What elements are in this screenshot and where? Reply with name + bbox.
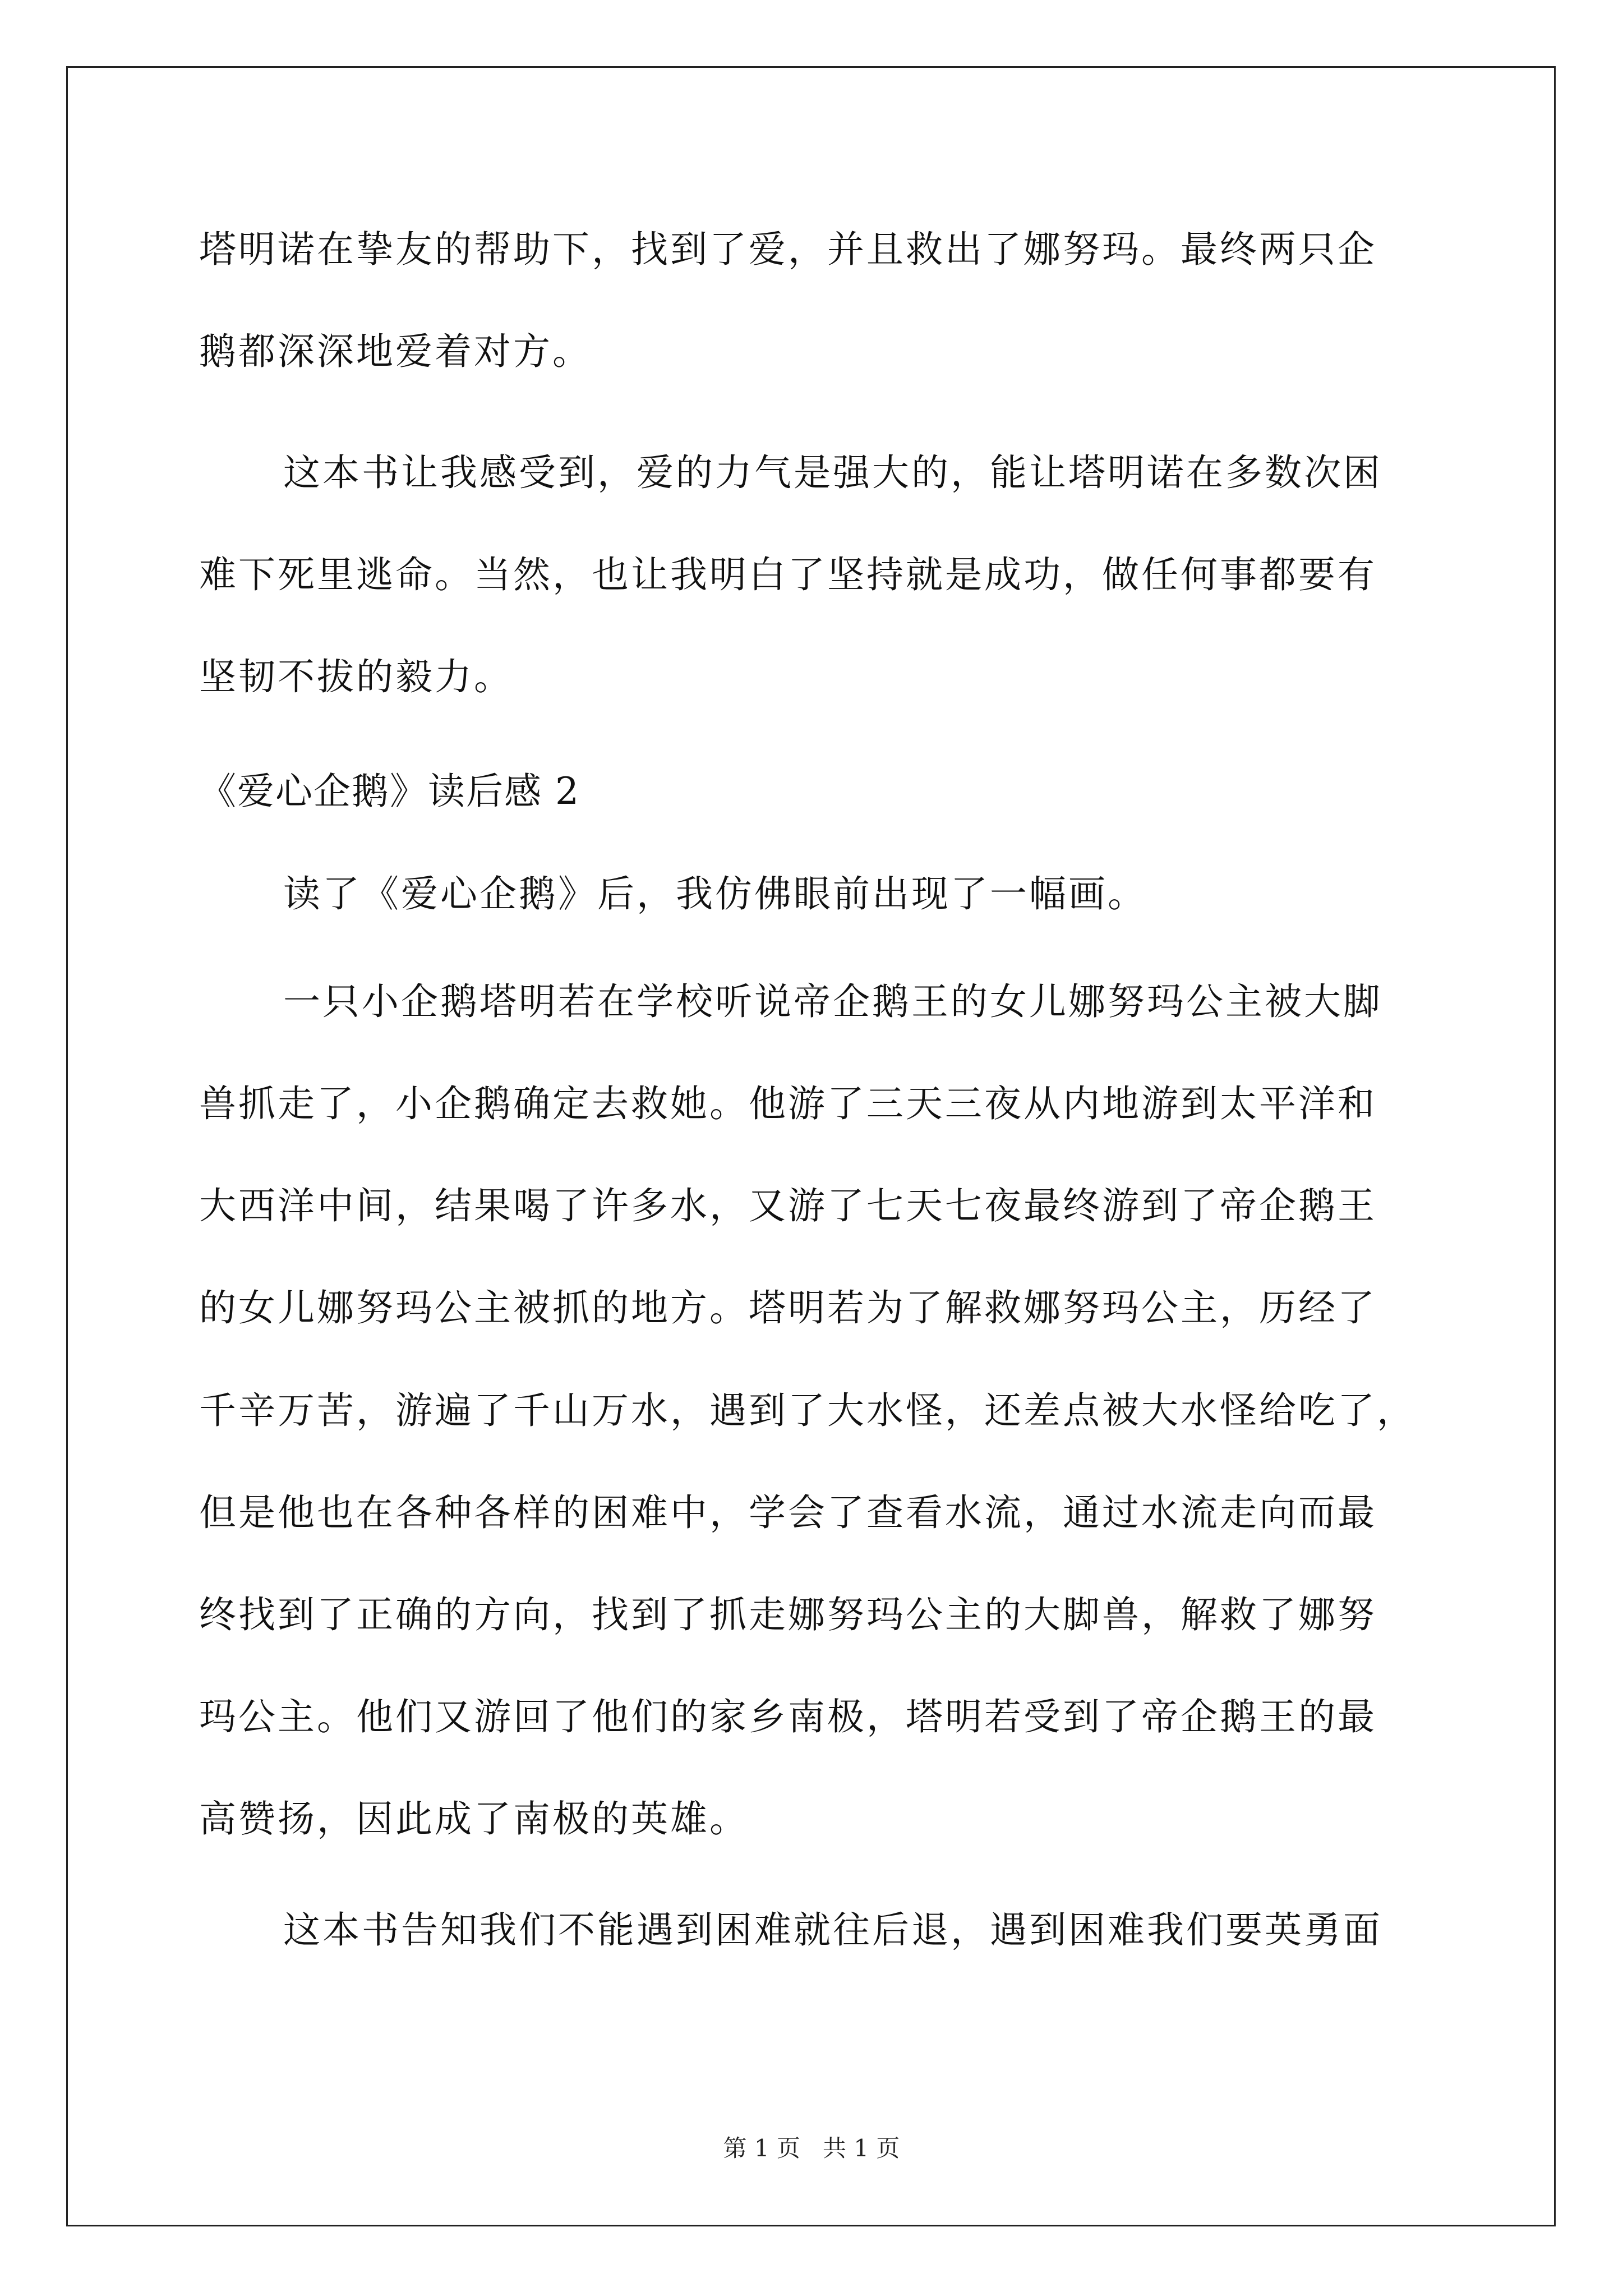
text-line-4: 难下死里逃命。当然，也让我明白了坚持就是成功，做任何事都要有 bbox=[199, 553, 1377, 596]
text-line-12: 千辛万苦，游遍了千山万水，遇到了大水怪，还差点被大水怪给吃了， bbox=[199, 1389, 1416, 1432]
text-line-7: 读了《爱心企鹅》后，我仿佛眼前出现了一幅画。 bbox=[283, 872, 1147, 915]
text-line-1: 塔明诺在挚友的帮助下，找到了爱，并且救出了娜努玛。最终两只企 bbox=[199, 228, 1377, 271]
text-line-5: 坚韧不拔的毅力。 bbox=[199, 655, 513, 698]
text-line-17: 这本书告知我们不能遇到困难就往后退，遇到困难我们要英勇面 bbox=[283, 1908, 1382, 1952]
text-line-2: 鹅都深深地爱着对方。 bbox=[199, 330, 592, 373]
text-line-16: 高赞扬，因此成了南极的英雄。 bbox=[199, 1797, 749, 1841]
text-line-10: 大西洋中间，结果喝了许多水，又游了七天七夜最终游到了帝企鹅王 bbox=[199, 1184, 1377, 1227]
text-line-9: 兽抓走了，小企鹅确定去救她。他游了三天三夜从内地游到太平洋和 bbox=[199, 1082, 1377, 1125]
text-line-8: 一只小企鹅塔明若在学校听说帝企鹅王的女儿娜努玛公主被大脚 bbox=[283, 980, 1382, 1023]
page-total: 共 1 页 bbox=[823, 2134, 900, 2162]
page-footer bbox=[0, 2132, 1623, 2165]
page-border bbox=[66, 66, 1556, 2226]
section-heading: 《爱心企鹅》读后感 2 bbox=[199, 770, 580, 813]
text-line-11: 的女儿娜努玛公主被抓的地方。塔明若为了解救娜努玛公主，历经了 bbox=[199, 1286, 1377, 1329]
text-line-13: 但是他也在各种各样的困难中，学会了查看水流，通过水流走向而最 bbox=[199, 1491, 1377, 1534]
text-line-14: 终找到了正确的方向，找到了抓走娜努玛公主的大脚兽，解救了娜努 bbox=[199, 1593, 1377, 1636]
page-number: 第 1 页 bbox=[723, 2134, 800, 2162]
text-line-15: 玛公主。他们又游回了他们的家乡南极，塔明若受到了帝企鹅王的最 bbox=[199, 1695, 1377, 1738]
text-line-3: 这本书让我感受到，爱的力气是强大的，能让塔明诺在多数次困 bbox=[283, 451, 1382, 494]
